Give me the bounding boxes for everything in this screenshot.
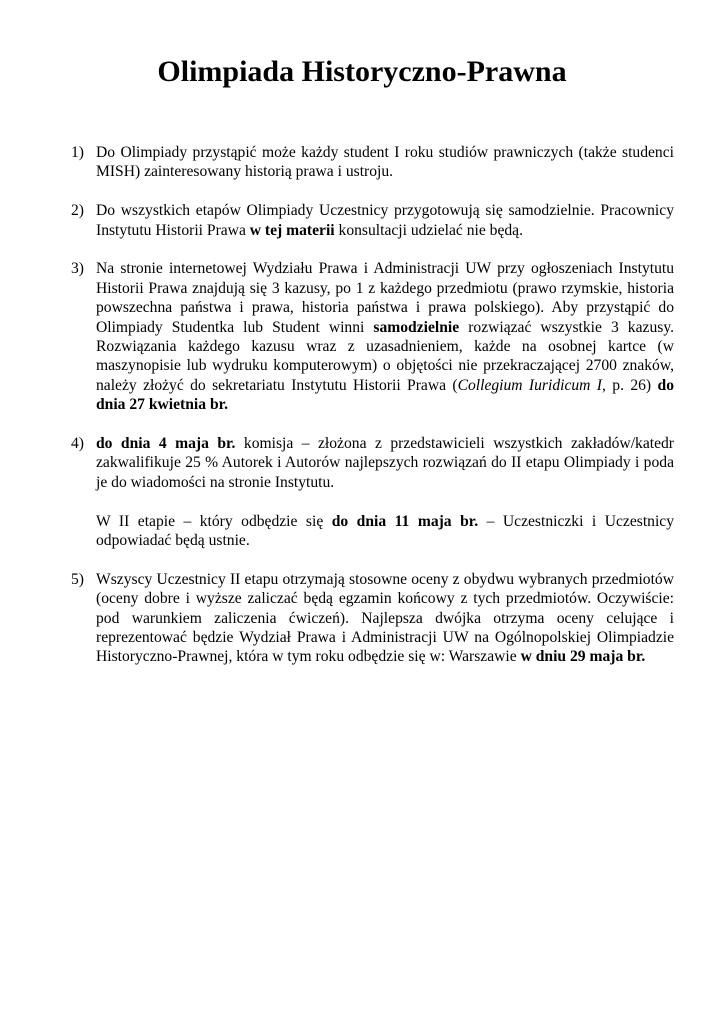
list-item-paragraph [96, 512, 674, 551]
bold-text: w tej materii [249, 221, 335, 239]
text-run: , p. 26) [602, 376, 658, 394]
document-title: Olimpiada Historyczno-Prawna [157, 55, 567, 88]
numbered-list [60, 143, 674, 667]
list-item [60, 201, 674, 240]
text-run: Wszyscy Uczestnicy II etapu otrzymają stosowne oceny z obydwu wybranych przedmiotów (oceny dobre i wyższe zaliczać będą egzamin końcowy z tych przedmiotów. Oczywiście: pod warunkiem zaliczenia ćwiczeń). Najlepsza dwójka otrzyma oceny celujące i reprezentować będzie Wydział Prawa i Administracji UW na Ogólnopolskiej Olimpiadzie Historyczno-Prawnej, która w tym roku odbędzie się w: Warszawie [96, 570, 674, 666]
list-item [60, 570, 674, 667]
list-item-number: 5) [71, 570, 84, 588]
text-run: Na stronie internetowej Wydziału Prawa i Administracji UW przy ogłoszeniach Instytutu Historii Prawa znajdują się 3 kazusy, po 1 z każdego przedmiotu (prawo rzymskie, historia powszechna państwa i prawa, historia państwa i prawa polskiego). Aby przystąpić do Olimpiady Studentka lub Student winni [96, 260, 674, 336]
list-item-paragraph [96, 201, 674, 240]
list-item-number: 3) [71, 260, 84, 278]
text-run: Do Olimpiady przystąpić może każdy student I roku studiów prawniczych (także studenci MISH) zainteresowany historią prawa i ustroju. [96, 144, 674, 181]
list-spacer [60, 550, 674, 569]
text-run: konsultacji udzielać nie będą. [334, 221, 523, 239]
list-spacer [60, 182, 674, 201]
list-item-paragraph [96, 570, 674, 667]
list-item-paragraph [96, 434, 674, 492]
list-item [60, 259, 674, 414]
text-run: rozwiązać wszystkie 3 kazusy. Rozwiązania każdego kazusu wraz z uzasadnieniem, każde na osobnej kartce (w maszynopisie lub wydruku komputerowym) o objętości nie przekraczającej 2700 znaków, należy złożyć do sekretariatu Instytutu Historii Prawa ( [96, 318, 674, 394]
list-item [60, 434, 674, 550]
bold-text: do dnia 27 kwietnia br. [96, 376, 674, 414]
list-item-number: 4) [71, 435, 84, 453]
list-item-paragraph [96, 143, 674, 182]
list-item [60, 143, 674, 182]
bold-text: do dnia 4 maja br. [96, 435, 236, 453]
text-run: Do wszystkich etapów Olimpiady Uczestnicy przygotowują się samodzielnie. Pracownicy Instytutu Historii Prawa [96, 202, 674, 239]
italic-text: Collegium Iuridicum I [457, 376, 602, 394]
bold-text: do dnia 11 maja br. [331, 512, 479, 530]
text-run: – Uczestniczki i Uczestnicy odpowiadać będą ustnie. [96, 512, 675, 550]
text-run: W II etapie – który odbędzie się [96, 512, 332, 530]
list-item-number: 1) [71, 144, 84, 161]
bold-text: samodzielnie [373, 318, 460, 336]
list-spacer [60, 240, 674, 259]
list-spacer [60, 415, 674, 434]
bold-text: w dniu 29 maja br. [520, 648, 646, 666]
text-run: komisja – złożona z przedstawicieli wszystkich zakładów/katedr zakwalifikuje 25 % Autorek i Autorów najlepszych rozwiązań do II etapu Olimpiady i poda je do wiadomości na stronie Instytutu. [96, 435, 674, 491]
list-item-paragraph [96, 259, 674, 414]
list-item-number: 2) [71, 202, 84, 220]
